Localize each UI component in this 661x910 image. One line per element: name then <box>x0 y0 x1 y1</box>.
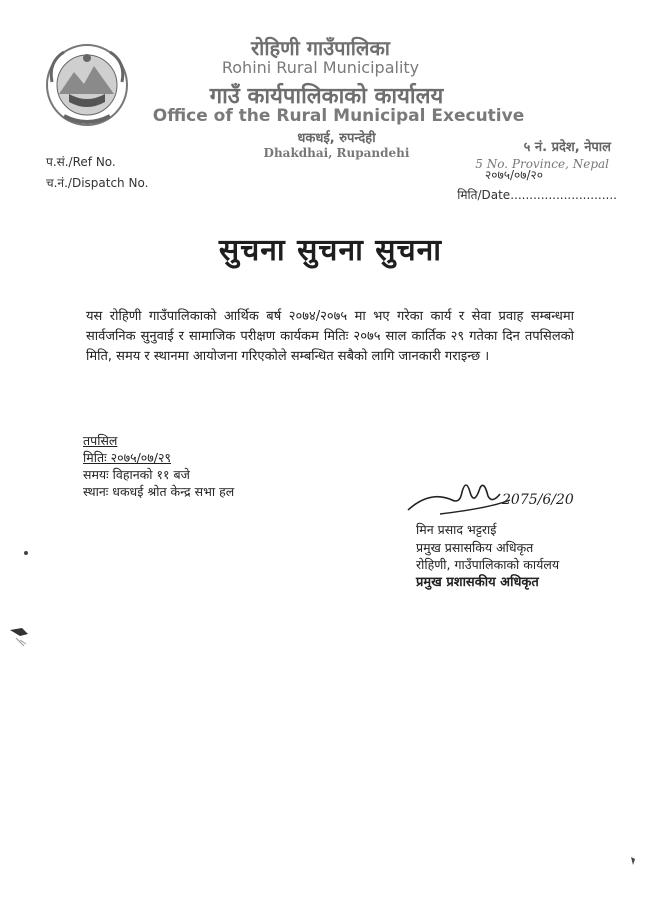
office-name-np: गाउँ कार्यपालिकाको कार्यालय <box>209 84 444 109</box>
designation-stamp: प्रमुख प्रशासकीय अधिकृत <box>416 574 539 590</box>
details-venue: स्थानः धकधई श्रोत केन्द्र सभा हल <box>83 484 235 499</box>
office-name-en: Office of the Rural Municipal Executive <box>152 106 525 126</box>
signatory-designation: प्रमुख प्रसासकिय अधिकृत <box>416 539 534 555</box>
details-block <box>83 432 234 500</box>
municipality-name-en: Rohini Rural Municipality <box>221 58 420 77</box>
signature-date: 2075/6/20 <box>502 492 574 508</box>
details-date: मितिः २०७५/०७/२९ <box>83 450 171 465</box>
address-en: Dhakdhai, Rupandehi <box>263 146 410 160</box>
details-heading: तपसिल <box>83 433 118 448</box>
signature-icon <box>400 470 600 528</box>
ref-no-label: प.सं./Ref No. <box>46 155 116 169</box>
scan-dot-icon <box>22 548 32 558</box>
scan-mark-icon <box>8 622 38 652</box>
signatory-office: रोहिणी, गाउँपालिकाको कार्यलय <box>416 557 560 572</box>
notice-title: सुचना सुचना सुचना <box>218 233 443 268</box>
date-label: मिति/Date............................ <box>457 188 617 202</box>
address-np: धकधई, रुपन्देही <box>297 131 376 146</box>
municipality-name-np: रोहिणी गाउँपालिका <box>251 36 390 60</box>
handwritten-date: २०७५/०७/२० <box>484 168 543 182</box>
scan-dot-icon <box>628 855 638 867</box>
signature-block <box>416 521 559 591</box>
province-en: 5 No. Province, Nepal <box>475 157 609 171</box>
signatory-name: मिन प्रसाद भट्टराई <box>416 522 497 537</box>
notice-body: यस रोहिणी गाउँपालिकाको आर्थिक बर्ष २०७४/२०७५ मा भए गरेका कार्य र सेवा प्रवाह सम्बन्धमा सार्वजनिक सुनुवाई र सामाजिक परीक्षण कार्यकम मितिः २०७५ साल कार्तिक २९ गतेका दिन तपसिलको मिति, समय र स्थानमा आयोजना गरिएकोले सम्बन्धित सबैको लागि जानकारी गराइन्छ । <box>86 309 574 364</box>
dispatch-no-label: च.नं./Dispatch No. <box>46 176 149 190</box>
details-time: समयः विहानको ११ बजे <box>83 467 190 482</box>
province-np: ५ नं. प्रदेश, नेपाल <box>523 140 611 155</box>
